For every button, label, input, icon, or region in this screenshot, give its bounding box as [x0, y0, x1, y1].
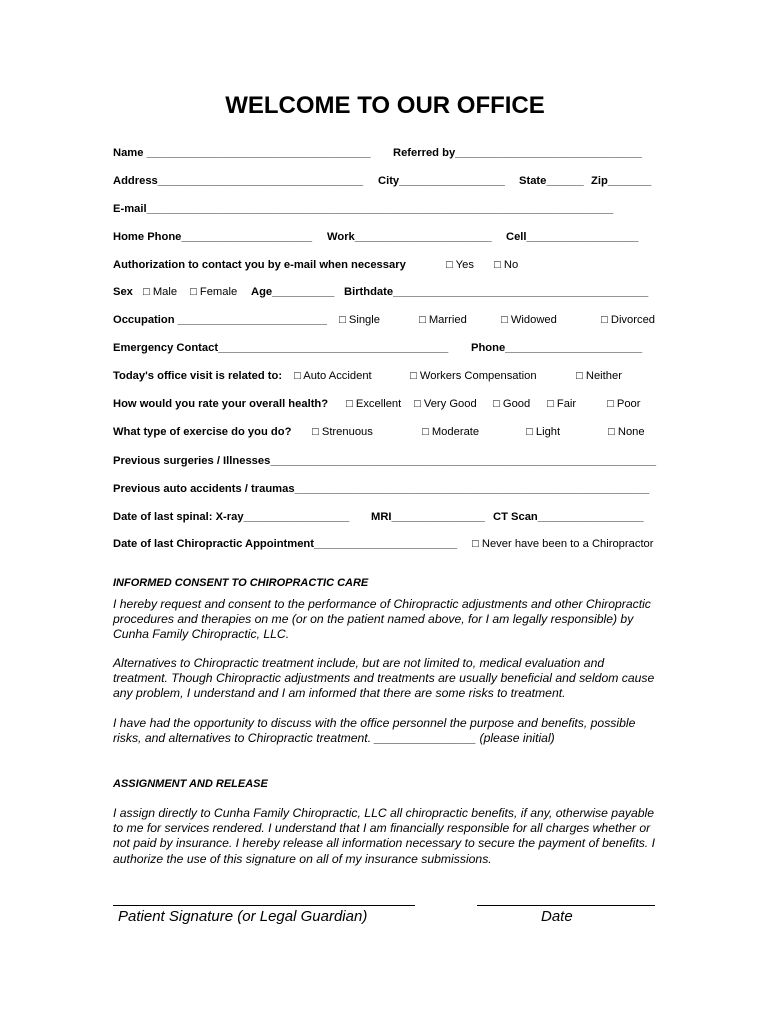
city-field[interactable]: City_________________: [378, 175, 505, 187]
birthdate-field[interactable]: Birthdate_________________________________________: [344, 286, 649, 298]
xray-date-field[interactable]: Date of last spinal: X-ray_________________: [113, 511, 350, 523]
patient-signature-line[interactable]: [113, 905, 415, 906]
visit-related-label: Today's office visit is related to:: [113, 370, 283, 382]
single-checkbox[interactable]: □ Single: [339, 314, 380, 326]
assignment-paragraph: I assign directly to Cunha Family Chiropractic, LLC all chiropractic benefits, if any, otherwise payable to me for services rendered. I understand that I am financially responsible for all charges whether or not paid by insurance. I hereby release all information necessary to secure the payment of benefits. I authorize the use of this signature on all of my insurance submissions.: [113, 806, 655, 866]
moderate-checkbox[interactable]: □ Moderate: [422, 426, 480, 438]
auto-accidents-field[interactable]: Previous auto accidents / traumas_________________________________________________________: [113, 483, 650, 495]
consent-heading: INFORMED CONSENT TO CHIROPRACTIC CARE: [113, 577, 369, 589]
age-field[interactable]: Age__________: [251, 286, 335, 298]
address-field[interactable]: Address_________________________________: [113, 175, 364, 187]
consent-paragraph-2: Alternatives to Chiropractic treatment include, but are not limited to, medical evaluation and treatment. Though Chiropractic adjustments and treatments are usually beneficial and seldom cause any problem, I understand and I am informed that there are some risks to treatment.: [113, 656, 655, 701]
male-checkbox[interactable]: □ Male: [143, 286, 178, 298]
never-chiro-checkbox[interactable]: □ Never have been to a Chiropractor: [472, 538, 654, 550]
consent-paragraph-3: I have had the opportunity to discuss with the office personnel the purpose and benefits, possible risks, and alternatives to Chiropractic treatment. _______________ (please initial): [113, 716, 636, 746]
married-checkbox[interactable]: □ Married: [419, 314, 467, 326]
email-field[interactable]: E-mail___________________________________________________________________________: [113, 203, 614, 215]
exercise-label: What type of exercise do you do?: [113, 426, 292, 438]
female-checkbox[interactable]: □ Female: [190, 286, 238, 298]
page-title: WELCOME TO OUR OFFICE: [225, 92, 545, 119]
cell-phone-field[interactable]: Cell__________________: [506, 231, 639, 243]
good-checkbox[interactable]: □ Good: [493, 398, 531, 410]
neither-checkbox[interactable]: □ Neither: [576, 370, 622, 382]
rate-health-label: How would you rate your overall health?: [113, 398, 329, 410]
auth-yes-checkbox[interactable]: □ Yes: [446, 259, 474, 271]
strenuous-checkbox[interactable]: □ Strenuous: [312, 426, 373, 438]
poor-checkbox[interactable]: □ Poor: [607, 398, 641, 410]
sex-label: Sex: [113, 286, 133, 298]
assignment-heading: ASSIGNMENT AND RELEASE: [113, 778, 268, 790]
referred-by-field[interactable]: Referred by______________________________: [393, 147, 642, 159]
last-chiro-field[interactable]: Date of last Chiropractic Appointment_______________________: [113, 538, 458, 550]
light-checkbox[interactable]: □ Light: [526, 426, 561, 438]
ct-scan-date-field[interactable]: CT Scan_________________: [493, 511, 644, 523]
name-field[interactable]: Name ____________________________________: [113, 147, 371, 159]
fair-checkbox[interactable]: □ Fair: [547, 398, 577, 410]
patient-signature-label: Patient Signature (or Legal Guardian): [118, 908, 368, 925]
home-phone-field[interactable]: Home Phone_____________________: [113, 231, 313, 243]
occupation-field[interactable]: Occupation ________________________: [113, 314, 327, 326]
workers-comp-checkbox[interactable]: □ Workers Compensation: [410, 370, 537, 382]
state-field[interactable]: State______: [519, 175, 584, 187]
mri-date-field[interactable]: MRI_______________: [371, 511, 485, 523]
widowed-checkbox[interactable]: □ Widowed: [501, 314, 557, 326]
auth-no-checkbox[interactable]: □ No: [494, 259, 519, 271]
none-checkbox[interactable]: □ None: [608, 426, 645, 438]
consent-paragraph-1: I hereby request and consent to the performance of Chiropractic adjustments and other Chiropractic procedures and therapies on me (or on the patient named above, for I am legally responsible) by Cunha Family Chiropractic, LLC.: [113, 597, 651, 642]
surgeries-field[interactable]: Previous surgeries / Illnesses______________________________________________________________: [113, 455, 657, 467]
excellent-checkbox[interactable]: □ Excellent: [346, 398, 402, 410]
emergency-phone-field[interactable]: Phone______________________: [471, 342, 643, 354]
divorced-checkbox[interactable]: □ Divorced: [601, 314, 656, 326]
very-good-checkbox[interactable]: □ Very Good: [414, 398, 477, 410]
work-phone-field[interactable]: Work______________________: [327, 231, 492, 243]
date-label: Date: [541, 908, 573, 925]
auto-accident-checkbox[interactable]: □ Auto Accident: [294, 370, 372, 382]
zip-field[interactable]: Zip_______: [591, 175, 652, 187]
date-line[interactable]: [477, 905, 655, 906]
emergency-contact-field[interactable]: Emergency Contact_____________________________________: [113, 342, 449, 354]
authorization-label: Authorization to contact you by e-mail when necessary: [113, 259, 406, 271]
